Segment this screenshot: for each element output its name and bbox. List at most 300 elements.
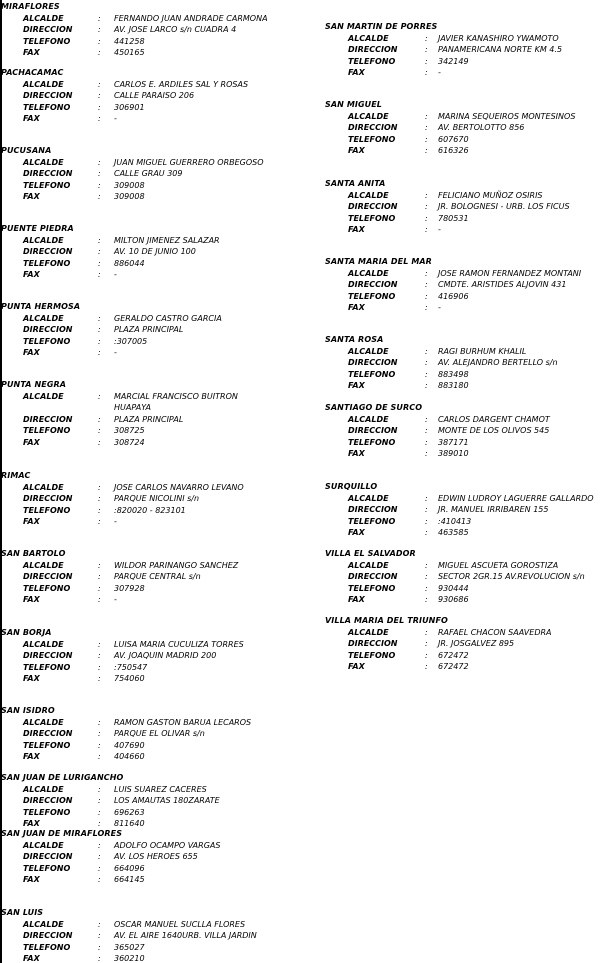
field-value: JR. MANUEL IRRIBAREN 155 <box>438 505 549 514</box>
field-label: FAX <box>348 303 365 312</box>
field-colon: : <box>425 68 428 77</box>
field-value: 387171 <box>438 437 469 447</box>
field-value: 307928 <box>114 583 145 593</box>
field-colon: : <box>98 639 101 649</box>
district-name: SURQUILLO <box>325 482 378 491</box>
field-colon: : <box>425 369 428 379</box>
field-label: DIRECCION <box>348 123 398 132</box>
field-value: AV. 10 DE JUNIO 100 <box>114 247 196 256</box>
field-label: FAX <box>23 192 40 201</box>
field-value: PARQUE EL OLIVAR s/n <box>114 729 205 738</box>
field-label: DIRECCION <box>23 572 73 581</box>
field-colon: : <box>425 291 428 301</box>
district-name: PUENTE PIEDRA <box>1 224 74 233</box>
field-colon: : <box>425 123 428 132</box>
field-value: 407690 <box>114 740 145 750</box>
field-colon: : <box>425 426 428 435</box>
field-label: TELEFONO <box>23 942 71 952</box>
field-value: ADOLFO OCAMPO VARGAS <box>114 840 221 850</box>
field-colon: : <box>98 819 101 828</box>
field-colon: : <box>98 414 101 424</box>
field-colon: : <box>425 146 428 155</box>
field-colon: : <box>425 134 428 144</box>
district-entry <box>1 380 321 452</box>
field-colon: : <box>425 437 428 447</box>
field-value: MARINA SEQUEIROS MONTESINOS <box>438 111 576 121</box>
field-label: DIRECCION <box>23 494 73 503</box>
field-value: 930686 <box>438 595 469 604</box>
field-value: 463585 <box>438 528 469 537</box>
field-label: ALCALDE <box>348 268 389 278</box>
field-colon: : <box>98 852 101 861</box>
field-value: 450165 <box>114 48 145 57</box>
field-label: DIRECCION <box>23 247 73 256</box>
field-label: TELEFONO <box>23 863 71 873</box>
field-label: FAX <box>23 819 40 828</box>
field-label: DIRECCION <box>348 45 398 54</box>
field-colon: : <box>98 863 101 873</box>
field-label: FAX <box>348 528 365 537</box>
field-label: DIRECCION <box>23 796 73 805</box>
field-colon: : <box>425 268 428 278</box>
field-value: 883180 <box>438 381 469 390</box>
field-label: ALCALDE <box>23 157 64 167</box>
field-colon: : <box>98 919 101 929</box>
field-colon: : <box>98 954 101 963</box>
field-value: :307005 <box>114 336 148 346</box>
field-value: 672472 <box>438 662 469 671</box>
field-label: ALCALDE <box>23 79 64 89</box>
field-label: FAX <box>23 114 40 123</box>
field-value: RAGI BURHUM KHALIL <box>438 346 527 356</box>
field-colon: : <box>425 627 428 637</box>
district-entry <box>325 257 602 317</box>
field-colon: : <box>98 505 101 515</box>
district-entry <box>1 773 321 833</box>
field-colon: : <box>98 572 101 581</box>
field-colon: : <box>98 336 101 346</box>
field-value: AV. EL AIRE 1640URB. VILLA JARDIN <box>114 931 257 940</box>
district-entry <box>1 829 321 889</box>
field-colon: : <box>98 482 101 492</box>
field-value: - <box>438 68 441 77</box>
field-value: MONTE DE LOS OLIVOS 545 <box>438 426 550 435</box>
field-colon: : <box>425 190 428 200</box>
district-name: VILLA EL SALVADOR <box>325 549 416 558</box>
district-name: SAN MARTIN DE PORRES <box>325 22 438 31</box>
field-label: TELEFONO <box>23 505 71 515</box>
district-entry <box>325 616 602 676</box>
district-name: SANTA ANITA <box>325 179 386 188</box>
field-colon: : <box>425 381 428 390</box>
district-entry <box>1 628 321 688</box>
field-label: DIRECCION <box>348 426 398 435</box>
field-label: ALCALDE <box>348 560 389 570</box>
field-colon: : <box>425 493 428 503</box>
field-label: FAX <box>348 225 365 234</box>
field-label: DIRECCION <box>348 639 398 648</box>
field-colon: : <box>98 595 101 604</box>
field-colon: : <box>98 235 101 245</box>
field-colon: : <box>98 494 101 503</box>
field-label: ALCALDE <box>23 482 64 492</box>
field-label: ALCALDE <box>348 33 389 43</box>
field-value: 672472 <box>438 650 469 660</box>
field-colon: : <box>98 807 101 817</box>
field-label: ALCALDE <box>23 784 64 794</box>
field-value: AV. JOAQUIN MADRID 200 <box>114 651 217 660</box>
field-value: 308725 <box>114 426 145 435</box>
field-value: JR. BOLOGNESI - URB. LOS FICUS <box>438 202 570 211</box>
field-colon: : <box>425 595 428 604</box>
field-value: AV. ALEJANDRO BERTELLO s/n <box>438 358 558 367</box>
field-colon: : <box>425 225 428 234</box>
district-entry <box>1 68 321 128</box>
field-label: TELEFONO <box>348 56 396 66</box>
field-colon: : <box>425 650 428 660</box>
field-label: ALCALDE <box>23 639 64 649</box>
field-value: - <box>438 225 441 234</box>
field-label: ALCALDE <box>23 919 64 929</box>
field-value: CALLE GRAU 309 <box>114 169 183 178</box>
district-entry <box>325 403 602 463</box>
field-colon: : <box>98 662 101 672</box>
field-value: MARCIAL FRANCISCO BUITRON <box>114 391 238 401</box>
field-value: 441258 <box>114 36 145 46</box>
district-entry <box>1 549 321 609</box>
field-label: FAX <box>348 662 365 671</box>
district-name: RIMAC <box>1 471 31 480</box>
field-label: DIRECCION <box>23 729 73 738</box>
field-label: TELEFONO <box>23 662 71 672</box>
field-colon: : <box>98 875 101 884</box>
field-colon: : <box>98 25 101 34</box>
district-entry <box>325 335 602 395</box>
field-colon: : <box>98 437 101 447</box>
field-colon: : <box>98 942 101 952</box>
field-label: FAX <box>23 517 40 526</box>
field-colon: : <box>425 202 428 211</box>
field-colon: : <box>98 651 101 660</box>
field-colon: : <box>425 346 428 356</box>
field-colon: : <box>425 528 428 537</box>
district-name: SAN LUIS <box>1 908 44 917</box>
field-label: TELEFONO <box>348 134 396 144</box>
field-value: CARLOS E. ARDILES SAL Y ROSAS <box>114 79 249 89</box>
field-value: CMDTE. ARISTIDES ALJOVIN 431 <box>438 280 567 289</box>
field-colon: : <box>98 180 101 190</box>
field-value: LOS AMAUTAS 180ZARATE <box>114 796 220 805</box>
district-entry <box>1 302 321 362</box>
field-value: 616326 <box>438 146 469 155</box>
field-value: 886044 <box>114 258 145 268</box>
field-label: TELEFONO <box>23 258 71 268</box>
district-entry <box>1 2 321 62</box>
field-value: - <box>114 114 117 123</box>
field-value: PANAMERICANA NORTE KM 4.5 <box>438 45 563 54</box>
field-label: DIRECCION <box>348 358 398 367</box>
field-value: WILDOR PARINANGO SANCHEZ <box>114 560 239 570</box>
district-entry <box>1 224 321 284</box>
field-colon: : <box>98 517 101 526</box>
field-value: SECTOR 2GR.15 AV.REVOLUCION s/n <box>438 572 585 581</box>
field-value: - <box>114 348 117 357</box>
field-value: - <box>114 270 117 279</box>
district-name: PUCUSANA <box>1 146 52 155</box>
field-value: HUAPAYA <box>114 403 151 412</box>
field-colon: : <box>98 752 101 761</box>
field-value: 306901 <box>114 102 145 112</box>
field-colon: : <box>98 157 101 167</box>
field-value: 360210 <box>114 954 145 963</box>
field-value: 883498 <box>438 369 469 379</box>
field-label: ALCALDE <box>23 235 64 245</box>
field-value: FELICIANO MUÑOZ OSIRIS <box>438 190 543 200</box>
field-colon: : <box>425 33 428 43</box>
field-label: DIRECCION <box>348 572 398 581</box>
district-name: SAN BARTOLO <box>1 549 66 558</box>
field-label: TELEFONO <box>23 807 71 817</box>
field-colon: : <box>98 426 101 435</box>
field-value: PARQUE NICOLINI s/n <box>114 494 200 503</box>
district-entry <box>325 179 602 239</box>
field-label: ALCALDE <box>23 840 64 850</box>
field-label: FAX <box>23 48 40 57</box>
district-name: PACHACAMAC <box>1 68 64 77</box>
field-colon: : <box>425 56 428 66</box>
field-colon: : <box>425 45 428 54</box>
district-name: MIRAFLORES <box>1 2 60 11</box>
field-value: :750547 <box>114 662 148 672</box>
field-colon: : <box>425 213 428 223</box>
field-colon: : <box>98 270 101 279</box>
field-label: TELEFONO <box>348 583 396 593</box>
field-label: TELEFONO <box>348 213 396 223</box>
field-value: GERALDO CASTRO GARCIA <box>114 313 222 323</box>
field-label: ALCALDE <box>348 414 389 424</box>
field-label: TELEFONO <box>23 426 71 435</box>
district-name: PUNTA NEGRA <box>1 380 67 389</box>
field-value: - <box>114 595 117 604</box>
field-label: TELEFONO <box>23 36 71 46</box>
field-label: TELEFONO <box>348 437 396 447</box>
field-label: ALCALDE <box>348 111 389 121</box>
field-label: ALCALDE <box>348 493 389 503</box>
district-entry <box>1 706 321 766</box>
field-colon: : <box>425 358 428 367</box>
field-value: 607670 <box>438 134 469 144</box>
field-colon: : <box>98 36 101 46</box>
district-name: SANTA MARIA DEL MAR <box>325 257 432 266</box>
field-value: AV. LOS HEROES 655 <box>114 852 198 861</box>
field-value: JOSE CARLOS NAVARRO LEVANO <box>114 482 244 492</box>
field-label: TELEFONO <box>23 740 71 750</box>
field-label: FAX <box>23 437 40 447</box>
field-value: 308724 <box>114 437 145 447</box>
field-colon: : <box>425 449 428 458</box>
field-colon: : <box>98 729 101 738</box>
field-value: RAFAEL CHACON SAAVEDRA <box>438 627 552 637</box>
field-label: ALCALDE <box>348 346 389 356</box>
field-value: 930444 <box>438 583 469 593</box>
district-entry <box>1 471 321 531</box>
field-label: FAX <box>348 146 365 155</box>
field-colon: : <box>425 662 428 671</box>
field-value: PLAZA PRINCIPAL <box>114 414 184 424</box>
field-value: 309008 <box>114 180 145 190</box>
field-colon: : <box>98 391 101 401</box>
field-colon: : <box>425 516 428 526</box>
field-label: FAX <box>23 270 40 279</box>
field-colon: : <box>98 784 101 794</box>
field-colon: : <box>98 325 101 334</box>
field-label: ALCALDE <box>23 560 64 570</box>
field-colon: : <box>98 91 101 100</box>
field-label: TELEFONO <box>23 336 71 346</box>
field-label: DIRECCION <box>348 202 398 211</box>
field-value: CALLE PARAISO 206 <box>114 91 195 100</box>
field-value: 389010 <box>438 449 469 458</box>
field-colon: : <box>98 717 101 727</box>
field-colon: : <box>98 674 101 683</box>
field-label: DIRECCION <box>23 651 73 660</box>
field-colon: : <box>425 560 428 570</box>
field-label: FAX <box>348 68 365 77</box>
field-colon: : <box>98 348 101 357</box>
field-colon: : <box>98 192 101 201</box>
field-value: 342149 <box>438 56 469 66</box>
field-label: FAX <box>23 875 40 884</box>
field-value: AV. JOSE LARCO s/n CUADRA 4 <box>114 25 237 34</box>
district-name: VILLA MARIA DEL TRIUNFO <box>325 616 448 625</box>
field-label: FAX <box>348 381 365 390</box>
field-label: DIRECCION <box>348 505 398 514</box>
field-label: TELEFONO <box>23 180 71 190</box>
field-colon: : <box>425 303 428 312</box>
field-label: TELEFONO <box>348 291 396 301</box>
district-entry <box>325 100 602 160</box>
field-label: DIRECCION <box>23 169 73 178</box>
field-label: FAX <box>23 674 40 683</box>
field-label: TELEFONO <box>348 369 396 379</box>
field-value: 365027 <box>114 942 145 952</box>
field-label: FAX <box>348 595 365 604</box>
field-colon: : <box>425 505 428 514</box>
field-label: ALCALDE <box>348 190 389 200</box>
field-value: :410413 <box>438 516 472 526</box>
field-value: JOSE RAMON FERNANDEZ MONTANI <box>438 268 582 278</box>
field-value: 664096 <box>114 863 145 873</box>
district-name: SANTA ROSA <box>325 335 384 344</box>
field-label: ALCALDE <box>23 13 64 23</box>
field-label: FAX <box>23 752 40 761</box>
field-label: ALCALDE <box>23 313 64 323</box>
district-entry <box>325 549 602 609</box>
field-colon: : <box>98 102 101 112</box>
field-label: TELEFONO <box>23 102 71 112</box>
field-value: MIGUEL ASCUETA GOROSTIZA <box>438 560 559 570</box>
field-label: DIRECCION <box>23 852 73 861</box>
district-entry <box>1 908 321 963</box>
field-label: DIRECCION <box>348 280 398 289</box>
field-colon: : <box>98 13 101 23</box>
field-value: 811640 <box>114 819 145 828</box>
field-colon: : <box>98 583 101 593</box>
field-label: FAX <box>23 954 40 963</box>
field-value: 404660 <box>114 752 145 761</box>
field-label: DIRECCION <box>23 25 73 34</box>
field-colon: : <box>425 111 428 121</box>
field-value: RAMON GASTON BARUA LECAROS <box>114 717 252 727</box>
district-entry <box>325 22 602 82</box>
field-label: DIRECCION <box>23 414 73 424</box>
field-value: OSCAR MANUEL SUCLLA FLORES <box>114 919 246 929</box>
field-value: PLAZA PRINCIPAL <box>114 325 184 334</box>
district-name: SAN JUAN DE MIRAFLORES <box>1 829 123 838</box>
field-value: - <box>438 303 441 312</box>
field-colon: : <box>98 169 101 178</box>
field-value: 696263 <box>114 807 145 817</box>
field-value: JUAN MIGUEL GUERRERO ORBEGOSO <box>114 157 264 167</box>
district-name: PUNTA HERMOSA <box>1 302 81 311</box>
field-label: ALCALDE <box>23 391 64 401</box>
field-label: DIRECCION <box>23 325 73 334</box>
field-colon: : <box>425 639 428 648</box>
field-label: FAX <box>348 449 365 458</box>
field-label: ALCALDE <box>348 627 389 637</box>
field-label: DIRECCION <box>23 91 73 100</box>
field-value: :820020 - 823101 <box>114 505 186 515</box>
field-colon: : <box>98 114 101 123</box>
district-name: SAN BORJA <box>1 628 52 637</box>
field-colon: : <box>98 560 101 570</box>
field-label: ALCALDE <box>23 717 64 727</box>
field-colon: : <box>98 258 101 268</box>
field-value: LUIS SUAREZ CACERES <box>114 784 207 794</box>
field-value: 664145 <box>114 875 145 884</box>
field-colon: : <box>98 840 101 850</box>
district-name: SAN JUAN DE LURIGANCHO <box>1 773 124 782</box>
district-entry <box>325 482 602 542</box>
field-colon: : <box>98 931 101 940</box>
field-value: 780531 <box>438 213 469 223</box>
field-label: FAX <box>23 348 40 357</box>
field-label: FAX <box>23 595 40 604</box>
field-value: CARLOS DARGENT CHAMOT <box>438 414 550 424</box>
field-value: JR. JOSGALVEZ 895 <box>438 639 515 648</box>
district-name: SANTIAGO DE SURCO <box>325 403 423 412</box>
field-colon: : <box>425 583 428 593</box>
field-colon: : <box>425 572 428 581</box>
field-colon: : <box>98 247 101 256</box>
field-colon: : <box>98 796 101 805</box>
field-colon: : <box>425 414 428 424</box>
field-label: DIRECCION <box>23 931 73 940</box>
field-value: PARQUE CENTRAL s/n <box>114 572 201 581</box>
field-colon: : <box>98 79 101 89</box>
district-entry <box>1 146 321 206</box>
field-label: TELEFONO <box>348 650 396 660</box>
field-value: - <box>114 517 117 526</box>
field-colon: : <box>98 48 101 57</box>
field-value: FERNANDO JUAN ANDRADE CARMONA <box>114 13 268 23</box>
district-name: SAN MIGUEL <box>325 100 382 109</box>
field-label: TELEFONO <box>23 583 71 593</box>
field-value: JAVIER KANASHIRO YWAMOTO <box>438 33 559 43</box>
field-colon: : <box>98 313 101 323</box>
field-value: EDWIN LUDROY LAGUERRE GALLARDO <box>438 493 594 503</box>
field-colon: : <box>425 280 428 289</box>
